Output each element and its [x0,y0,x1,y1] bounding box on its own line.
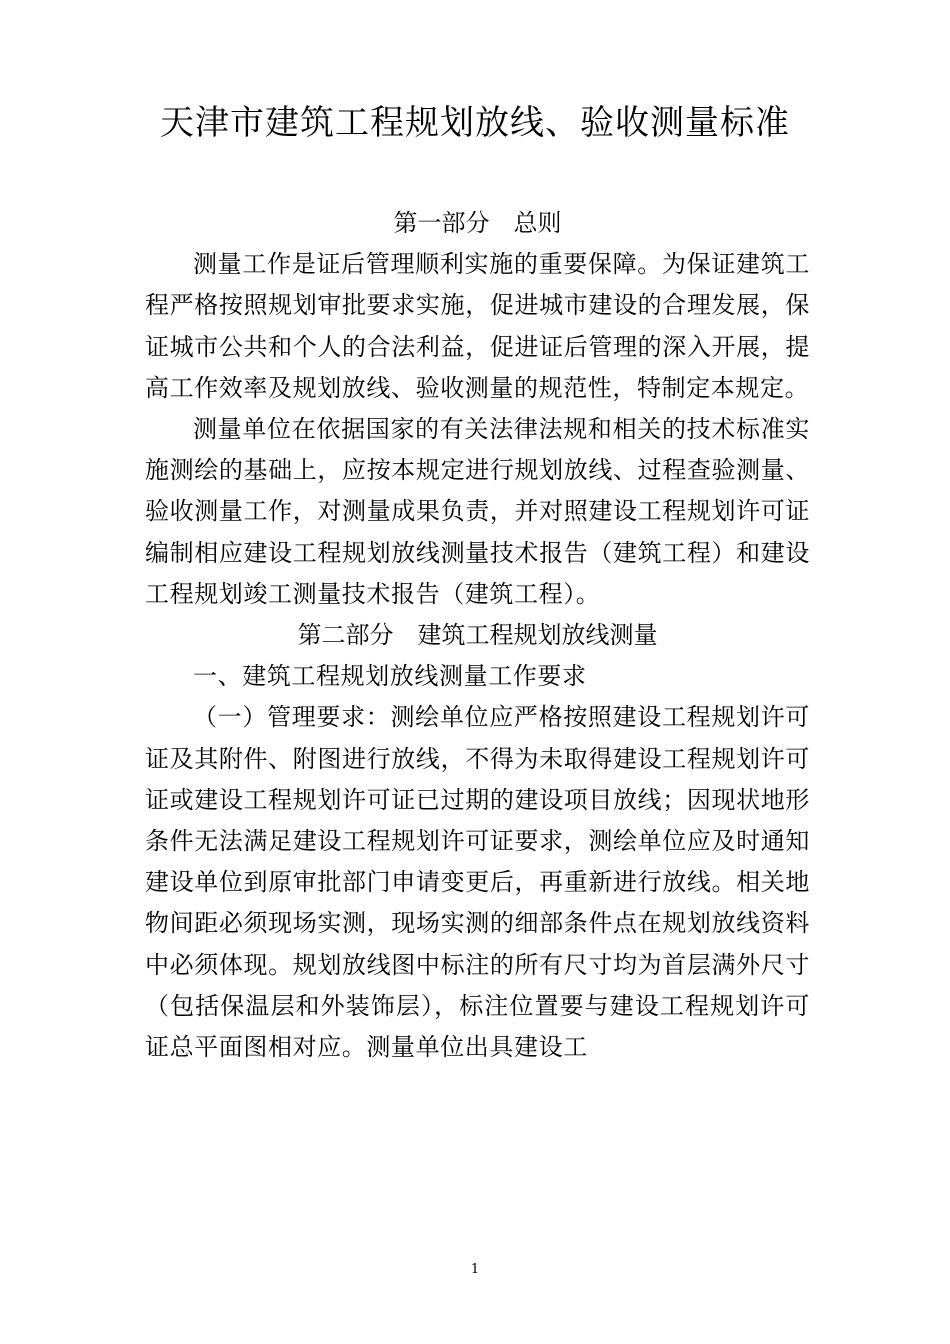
part2-heading: 第二部分 建筑工程规划放线测量 [297,621,658,650]
section1-heading: 一、建筑工程规划放线测量工作要求 [193,662,587,691]
document-body [145,203,810,1068]
document-title: 天津市建筑工程规划放线、验收测量标准 [160,103,790,143]
page-number: 1 [470,1262,480,1277]
part1-heading: 第一部分 总则 [393,209,562,237]
section1-paragraph: （一）管理要求：测绘单位应严格按照建设工程规划许可证及其附件、附图进行放线，不得为未取得建设工程规划许可证或建设工程规划许可证已过期的建设项目放线；因现状地形条件无法满足建设工程规划许可证要求，测绘单位应及时通知建设单位到原审批部门申请变更后，再重新进行放线。相关地物间距必须现场实测，现场实测的细部条件点在规划放线资料中必须体现。规划放线图中标注的所有尺寸均为首层满外尺寸（包括保温层和外装饰层），标注位置要与建设工程规划许可证总平面图相对应。测量单位出具建设工 [145,703,810,1062]
part1-paragraph-1: 测量工作是证后管理顺利实施的重要保障。为保证建筑工程严格按照规划审批要求实施，促进城市建设的合理发展，保证城市公共和个人的合法利益，促进证后管理的深入开展，提高工作效率及规划放线、验收测量的规范性，特制定本规定。 [145,250,810,402]
part1-paragraph-2: 测量单位在依据国家的有关法律法规和相关的技术标准实施测绘的基础上，应按本规定进行规划放线、过程查验测量、验收测量工作，对测量成果负责，并对照建设工程规划许可证编制相应建设工程规划放线测量技术报告（建筑工程）和建设工程规划竣工测量技术报告（建筑工程）。 [145,415,810,608]
